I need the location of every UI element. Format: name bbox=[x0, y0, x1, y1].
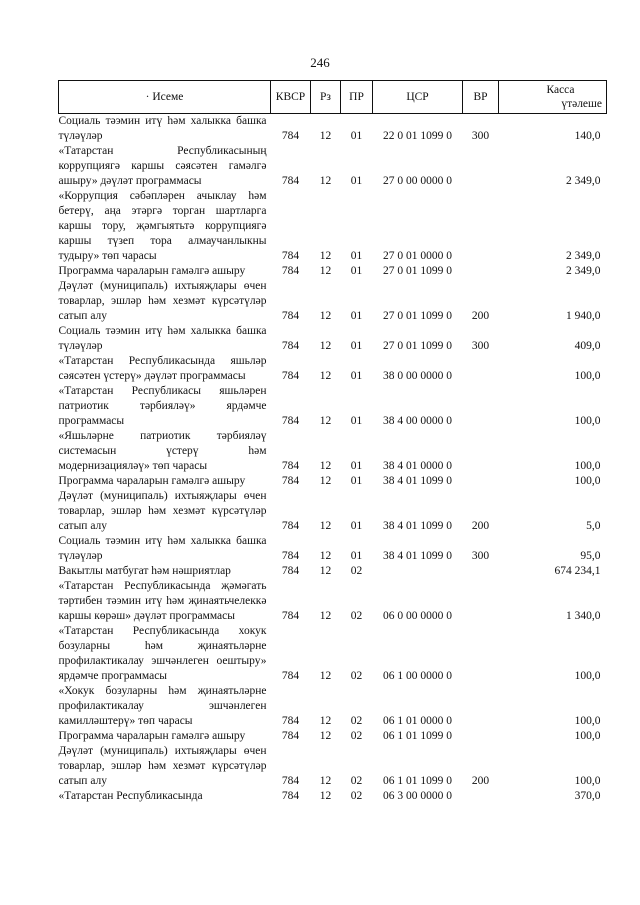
table-row bbox=[59, 354, 607, 384]
header-vr: ВР bbox=[463, 81, 499, 114]
row-tsr: 27 0 00 0000 0 bbox=[383, 175, 452, 187]
row-vr: 200 bbox=[471, 310, 490, 322]
row-vr: 300 bbox=[471, 340, 490, 352]
row-tsr bbox=[373, 564, 463, 579]
table-row bbox=[59, 744, 607, 789]
row-sum: 140,0 bbox=[574, 130, 601, 142]
row-tsr: 27 0 01 1099 0 bbox=[383, 340, 452, 352]
row-rz: 12 bbox=[319, 340, 332, 352]
row-rz: 12 bbox=[319, 520, 332, 532]
row-name: Программа чараларын гамәлгә ашыру bbox=[58, 730, 246, 742]
page-number: 246 bbox=[310, 55, 330, 70]
row-tsr: 38 0 00 0000 0 bbox=[383, 370, 452, 382]
row-kvsr: 784 bbox=[281, 670, 300, 682]
row-rz: 12 bbox=[319, 730, 332, 742]
row-sum: 674 234,1 bbox=[554, 565, 601, 577]
table-row bbox=[59, 144, 607, 189]
row-name: Программа чараларын гамәлгә ашыру bbox=[58, 475, 246, 487]
row-rz: 12 bbox=[319, 610, 332, 622]
row-pr: 01 bbox=[350, 340, 363, 352]
row-kvsr: 784 bbox=[281, 175, 300, 187]
row-tsr: 06 0 00 0000 0 bbox=[383, 610, 452, 622]
row-vr bbox=[463, 729, 499, 744]
row-name: «Татарстан Республикасында җәмәгать тәртибен тәэмин итү һәм җинаятьчелеккә каршы көрәш» дәүләт программасы bbox=[58, 580, 267, 622]
row-vr bbox=[463, 429, 499, 474]
header-name: · Исеме bbox=[59, 81, 271, 114]
row-tsr: 27 0 01 0000 0 bbox=[383, 250, 452, 262]
row-name: Социаль тәэмин итү һәм халыкка башка түләүләр bbox=[58, 535, 267, 562]
row-sum: 100,0 bbox=[574, 715, 601, 727]
row-sum: 100,0 bbox=[574, 475, 601, 487]
row-kvsr: 784 bbox=[281, 370, 300, 382]
row-name: «Яшьләрне патриотик тәрбияләү системасын үстерү һәм модернизацияләү» төп чарасы bbox=[58, 430, 267, 472]
row-kvsr: 784 bbox=[281, 790, 300, 802]
table-header-row bbox=[59, 81, 607, 114]
row-name: Программа чараларын гамәлгә ашыру bbox=[58, 265, 246, 277]
table-row bbox=[59, 189, 607, 264]
row-rz: 12 bbox=[319, 790, 332, 802]
row-vr: 300 bbox=[471, 130, 490, 142]
row-pr: 02 bbox=[350, 775, 363, 787]
row-sum: 2 349,0 bbox=[566, 175, 601, 187]
row-rz: 12 bbox=[319, 670, 332, 682]
row-name: «Татарстан Республикасында bbox=[58, 790, 203, 802]
header-kassa-line2: үтәлеше bbox=[561, 98, 602, 110]
row-kvsr: 784 bbox=[281, 520, 300, 532]
row-tsr: 38 4 01 0000 0 bbox=[383, 460, 452, 472]
row-pr: 02 bbox=[350, 730, 363, 742]
row-tsr: 22 0 01 1099 0 bbox=[383, 130, 452, 142]
row-sum: 409,0 bbox=[574, 340, 601, 352]
row-pr: 01 bbox=[350, 415, 363, 427]
table-row bbox=[59, 534, 607, 564]
row-sum: 1 940,0 bbox=[566, 310, 601, 322]
row-kvsr: 784 bbox=[281, 340, 300, 352]
row-sum: 100,0 bbox=[574, 730, 601, 742]
table-row bbox=[59, 564, 607, 579]
row-rz: 12 bbox=[319, 460, 332, 472]
row-sum: 95,0 bbox=[580, 550, 601, 562]
row-kvsr: 784 bbox=[281, 265, 300, 277]
row-rz: 12 bbox=[319, 265, 332, 277]
row-tsr: 38 4 01 1099 0 bbox=[383, 550, 452, 562]
header-tsr: ЦСР bbox=[373, 81, 463, 114]
row-sum: 100,0 bbox=[574, 670, 601, 682]
row-name: «Хокук бозуларны һәм җинаятьләрне профилактикалау эшчәнлеген камилләштерү» төп чарасы bbox=[58, 685, 267, 727]
row-pr: 01 bbox=[350, 250, 363, 262]
row-kvsr: 784 bbox=[281, 775, 300, 787]
budget-table bbox=[58, 80, 607, 804]
row-sum: 2 349,0 bbox=[566, 250, 601, 262]
row-kvsr: 784 bbox=[281, 730, 300, 742]
row-tsr: 06 1 01 1099 0 bbox=[383, 730, 452, 742]
row-rz: 12 bbox=[319, 415, 332, 427]
row-pr: 02 bbox=[350, 565, 363, 577]
row-rz: 12 bbox=[319, 130, 332, 142]
row-rz: 12 bbox=[319, 475, 332, 487]
table-row bbox=[59, 789, 607, 804]
row-tsr: 27 0 01 1099 0 bbox=[383, 265, 452, 277]
table-row bbox=[59, 489, 607, 534]
row-pr: 01 bbox=[350, 460, 363, 472]
row-name: «Татарстан Республикасы яшьләрен патриотик тәрбияләү» ярдәмче программасы bbox=[58, 385, 267, 427]
row-name: Вакытлы матбугат һәм нәшриятлар bbox=[58, 565, 231, 577]
row-pr: 01 bbox=[350, 475, 363, 487]
row-tsr: 06 1 01 0000 0 bbox=[383, 715, 452, 727]
row-tsr: 06 3 00 0000 0 bbox=[383, 790, 452, 802]
row-kvsr: 784 bbox=[281, 475, 300, 487]
row-sum: 5,0 bbox=[586, 520, 601, 532]
row-name: Дәүләт (муниципаль) ихтыяҗлары өчен товарлар, эшләр һәм хезмәт күрсәтүләр сатып алу bbox=[58, 280, 267, 322]
table-row bbox=[59, 324, 607, 354]
row-pr: 01 bbox=[350, 175, 363, 187]
table-body bbox=[59, 114, 607, 805]
row-pr: 01 bbox=[350, 370, 363, 382]
table-row bbox=[59, 384, 607, 429]
row-tsr: 06 1 00 0000 0 bbox=[383, 670, 452, 682]
row-tsr: 38 4 00 0000 0 bbox=[383, 415, 452, 427]
row-name: Социаль тәэмин итү һәм халыкка башка түләүләр bbox=[58, 115, 267, 142]
row-vr bbox=[463, 144, 499, 189]
row-vr bbox=[463, 789, 499, 804]
row-kvsr: 784 bbox=[281, 610, 300, 622]
row-pr: 02 bbox=[350, 715, 363, 727]
row-kvsr: 784 bbox=[281, 460, 300, 472]
row-vr: 200 bbox=[471, 775, 490, 787]
row-rz: 12 bbox=[319, 370, 332, 382]
row-kvsr: 784 bbox=[281, 130, 300, 142]
row-kvsr: 784 bbox=[281, 550, 300, 562]
row-kvsr: 784 bbox=[281, 565, 300, 577]
table-row bbox=[59, 264, 607, 279]
row-tsr: 06 1 01 1099 0 bbox=[383, 775, 452, 787]
row-tsr: 38 4 01 1099 0 bbox=[383, 520, 452, 532]
row-kvsr: 784 bbox=[281, 310, 300, 322]
row-vr bbox=[463, 684, 499, 729]
row-vr bbox=[463, 354, 499, 384]
header-rz: Рз bbox=[311, 81, 341, 114]
row-pr: 01 bbox=[350, 130, 363, 142]
row-vr bbox=[463, 384, 499, 429]
row-kvsr: 784 bbox=[281, 250, 300, 262]
row-pr: 02 bbox=[350, 790, 363, 802]
row-sum: 100,0 bbox=[574, 415, 601, 427]
row-name: Социаль тәэмин итү һәм халыкка башка түләүләр bbox=[58, 325, 267, 352]
table-row bbox=[59, 114, 607, 145]
table-row bbox=[59, 624, 607, 684]
row-vr bbox=[463, 474, 499, 489]
row-vr bbox=[463, 624, 499, 684]
row-vr bbox=[463, 579, 499, 624]
row-tsr: 27 0 01 1099 0 bbox=[383, 310, 452, 322]
row-rz: 12 bbox=[319, 775, 332, 787]
table-row bbox=[59, 474, 607, 489]
row-vr: 200 bbox=[471, 520, 490, 532]
row-kvsr: 784 bbox=[281, 715, 300, 727]
row-vr bbox=[463, 189, 499, 264]
row-name: «Коррупция сәбәпләрен ачыклау һәм бетерү, аңа этәргә торган шартларга каршы тору, җәмгыятьтә коррупциягә каршы түзеп тора алмаучанлыкны тудыру» төп чарасы bbox=[58, 190, 267, 262]
row-tsr: 38 4 01 1099 0 bbox=[383, 475, 452, 487]
row-kvsr: 784 bbox=[281, 415, 300, 427]
row-sum: 100,0 bbox=[574, 370, 601, 382]
row-pr: 02 bbox=[350, 610, 363, 622]
table-row bbox=[59, 684, 607, 729]
row-sum: 1 340,0 bbox=[566, 610, 601, 622]
row-sum: 2 349,0 bbox=[566, 265, 601, 277]
row-name: Дәүләт (муниципаль) ихтыяҗлары өчен товарлар, эшләр һәм хезмәт күрсәтүләр сатып алу bbox=[58, 490, 267, 532]
table-row bbox=[59, 729, 607, 744]
row-pr: 01 bbox=[350, 265, 363, 277]
table-row bbox=[59, 429, 607, 474]
header-kassa-line1: Касса bbox=[546, 84, 575, 96]
row-name: Дәүләт (муниципаль) ихтыяҗлары өчен товарлар, эшләр һәм хезмәт күрсәтүләр сатып алу bbox=[58, 745, 267, 787]
header-kvsr: КВСР bbox=[271, 81, 311, 114]
row-vr: 300 bbox=[471, 550, 490, 562]
row-name: «Татарстан Республикасының коррупциягә каршы сәясәтен гамәлгә ашыру» дәүләт программасы bbox=[58, 145, 267, 187]
row-sum: 100,0 bbox=[574, 775, 601, 787]
row-vr bbox=[463, 564, 499, 579]
row-rz: 12 bbox=[319, 250, 332, 262]
row-sum: 370,0 bbox=[574, 790, 601, 802]
row-rz: 12 bbox=[319, 550, 332, 562]
row-pr: 01 bbox=[350, 550, 363, 562]
row-pr: 01 bbox=[350, 520, 363, 532]
table-row bbox=[59, 279, 607, 324]
row-pr: 02 bbox=[350, 670, 363, 682]
header-kassa bbox=[499, 81, 607, 114]
table-row bbox=[59, 579, 607, 624]
header-pr: ПР bbox=[341, 81, 373, 114]
row-name: «Татарстан Республикасында хокук бозуларны һәм җинаятьләрне профилактикалау эшчәнлеген оештыру» ярдәмче программасы bbox=[58, 625, 267, 682]
row-rz: 12 bbox=[319, 715, 332, 727]
row-name: «Татарстан Республикасында яшьләр сәясәтен үстерү» дәүләт программасы bbox=[58, 355, 267, 382]
row-rz: 12 bbox=[319, 175, 332, 187]
row-rz: 12 bbox=[319, 310, 332, 322]
row-pr: 01 bbox=[350, 310, 363, 322]
row-rz: 12 bbox=[319, 565, 332, 577]
row-vr bbox=[463, 264, 499, 279]
row-sum: 100,0 bbox=[574, 460, 601, 472]
